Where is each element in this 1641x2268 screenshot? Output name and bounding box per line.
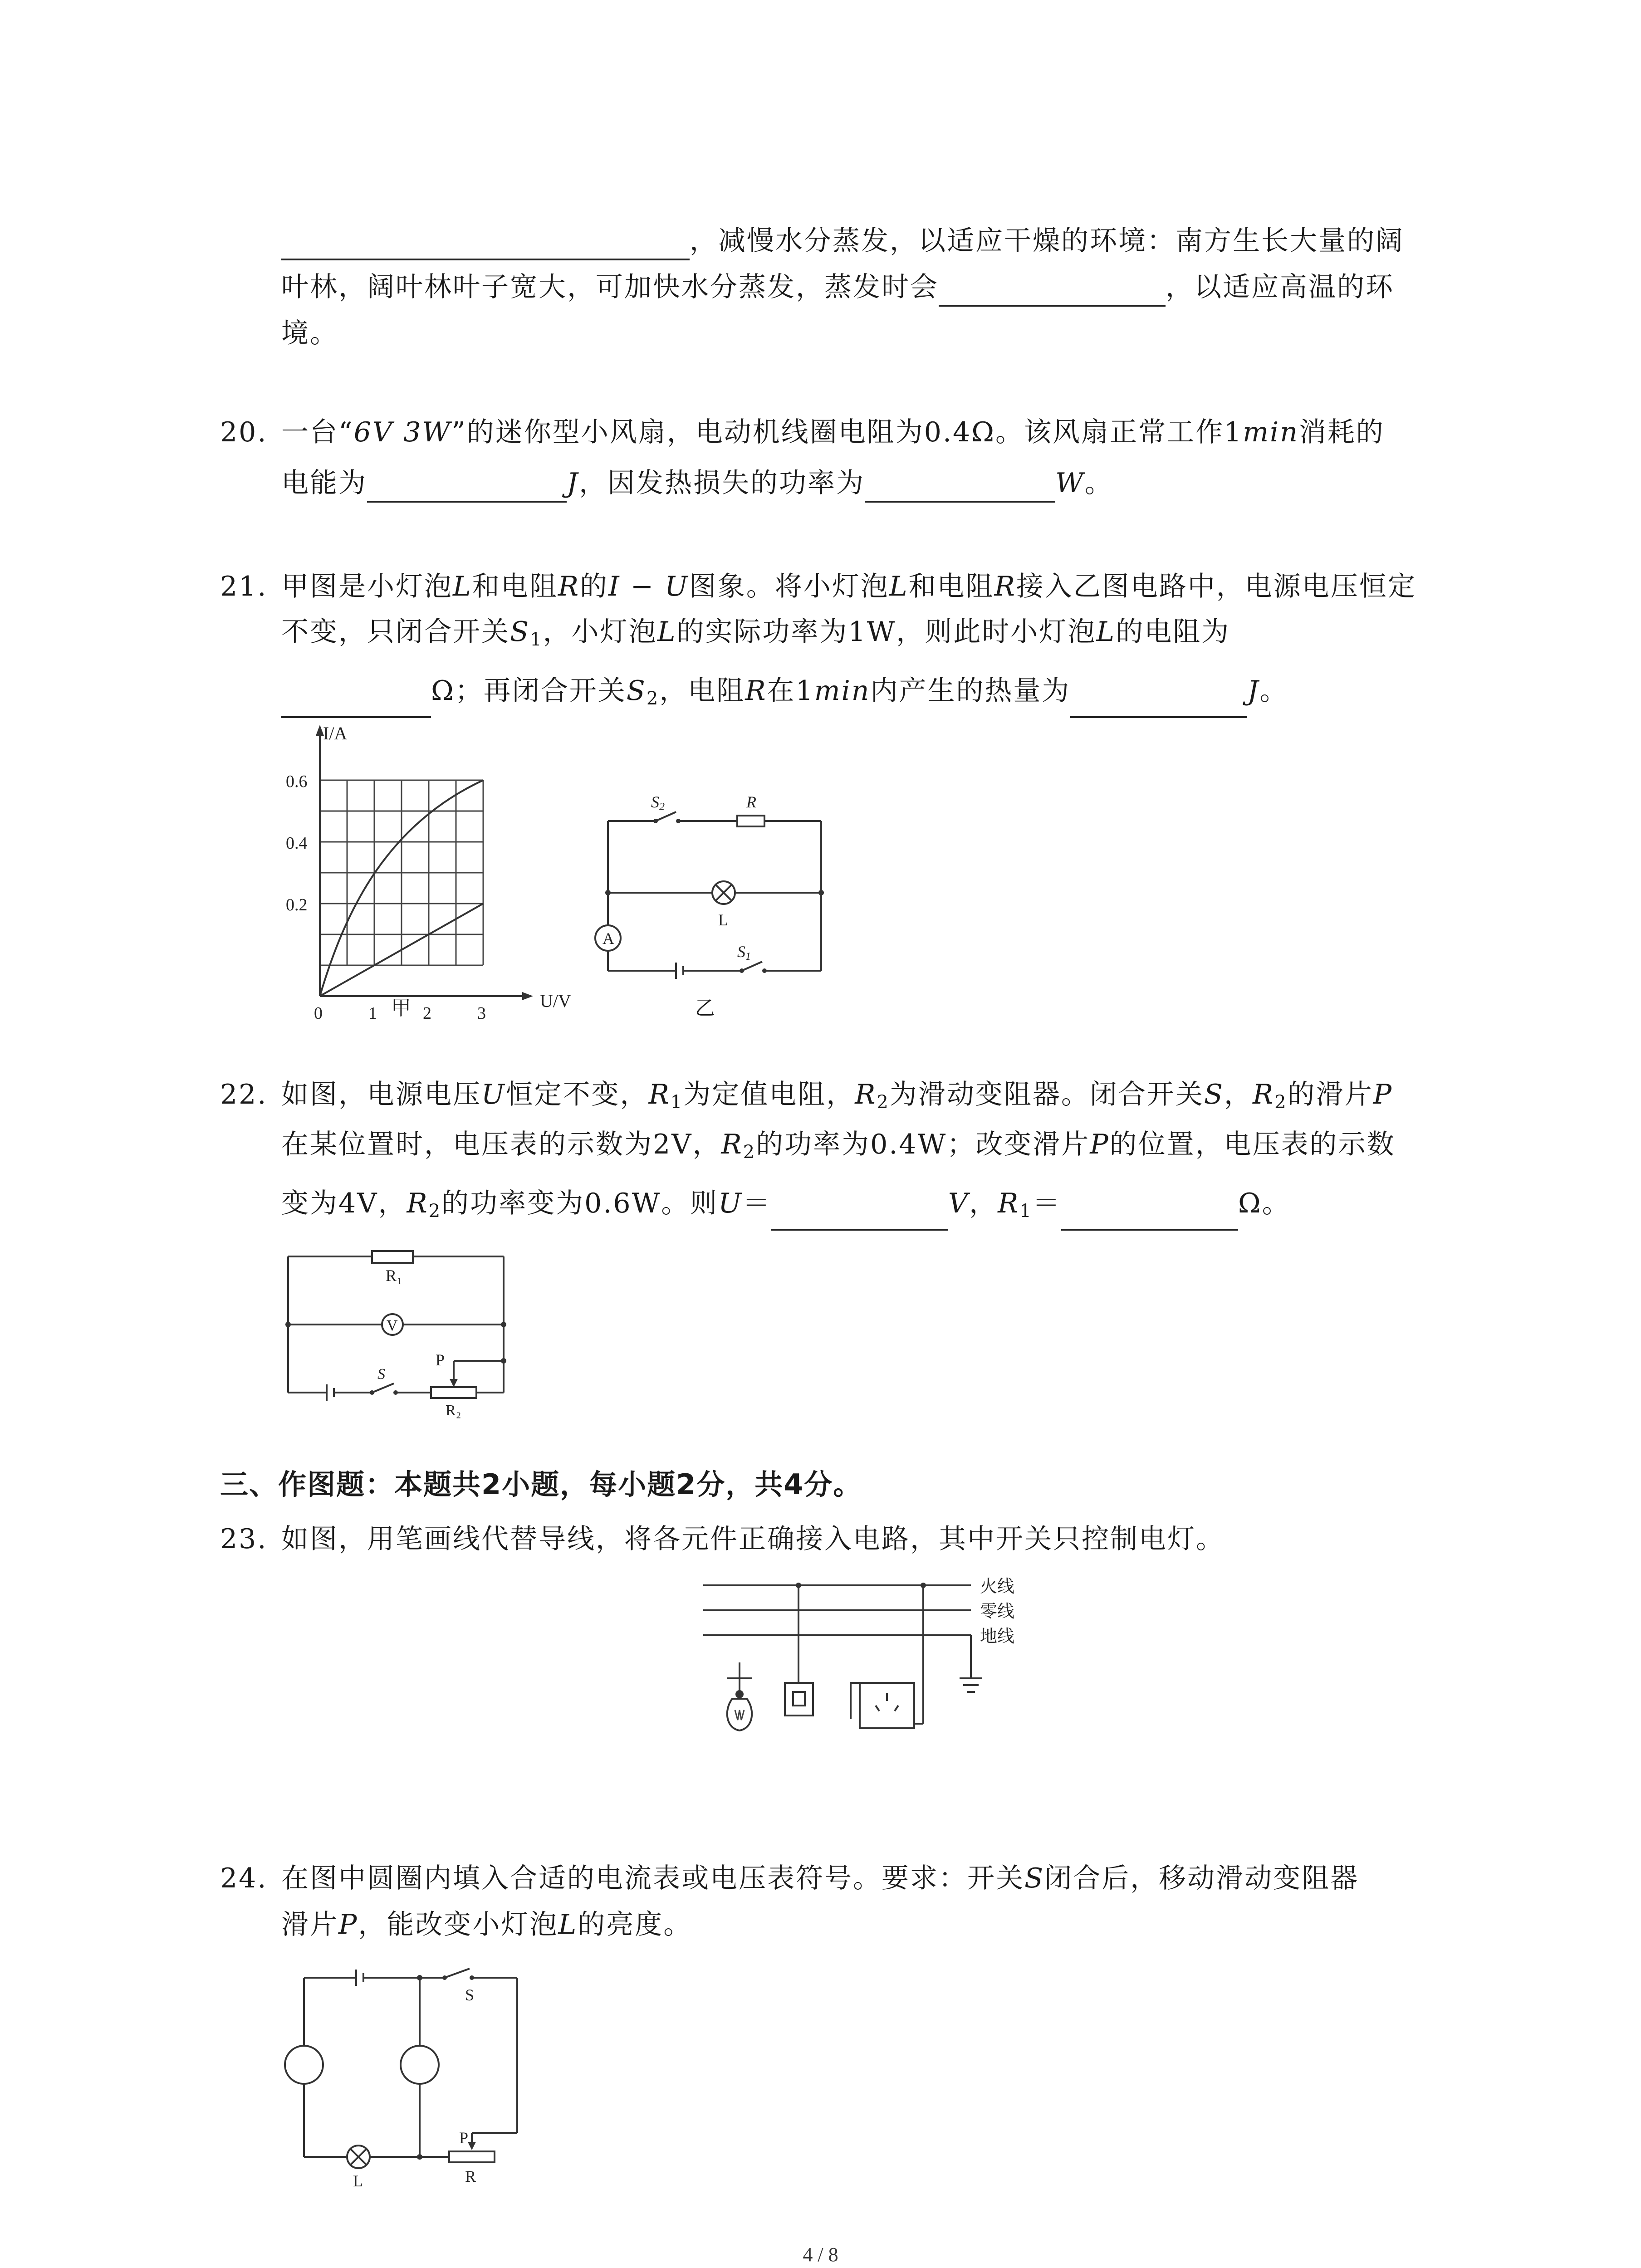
switch-s <box>372 1383 394 1393</box>
x-axis-arrow <box>522 992 533 1000</box>
switch-s <box>445 1969 470 1978</box>
q20-line-1: 一台“6V 3W”的迷你型小风扇，电动机线圈电阻为0.4Ω。该风扇正常工作1min消耗的 <box>281 416 1385 448</box>
x-tick: 0 <box>314 1004 323 1023</box>
answer-blank[interactable] <box>281 230 690 260</box>
svg-text:R: R <box>465 2167 476 2185</box>
q24-line-2: 滑片P，能改变小灯泡L的亮度。 <box>281 1909 692 1941</box>
light-bulb <box>727 1699 752 1730</box>
svg-text:L: L <box>718 911 728 929</box>
answer-blank[interactable] <box>367 473 567 503</box>
svg-text:S2: S2 <box>651 793 665 813</box>
q19-line-3: 境。 <box>281 318 338 349</box>
question-number: 24. <box>220 1862 268 1894</box>
ground-label: 地线 <box>980 1627 1015 1646</box>
y-tick: 0.2 <box>286 895 308 914</box>
svg-text:P: P <box>436 1351 445 1369</box>
svg-text:L: L <box>353 2172 363 2190</box>
wall-switch <box>785 1683 813 1716</box>
figure-caption: 甲 <box>391 997 412 1020</box>
svg-text:V: V <box>387 1317 398 1334</box>
neutral-label: 零线 <box>980 1602 1015 1621</box>
svg-text:R: R <box>746 793 756 811</box>
q21-circuit <box>567 794 848 984</box>
y-tick: 0.6 <box>286 772 308 791</box>
q22-circuit <box>281 1243 535 1419</box>
section-heading: 三、作图题：本题共2小题，每小题2分，共4分。 <box>220 1468 862 1501</box>
y-tick: 0.4 <box>286 834 308 853</box>
live-label: 火线 <box>980 1577 1015 1596</box>
switch-s1 <box>742 962 762 971</box>
meter-circle-left[interactable] <box>285 2046 323 2084</box>
q22-line-1: 如图，电源电压U恒定不变，$R_1$为定值电阻，$R_2$为滑动变阻器。闭合开关S，$R_2$的滑片P <box>281 1079 1393 1113</box>
q22-line-2: 在某位置时，电压表的示数为2V，$R_2$的功率为0.4W；改变滑片P的位置，电压表的示数 <box>281 1129 1396 1163</box>
x-tick: 1 <box>368 1004 377 1023</box>
q24-line-1: 在图中圆圈内填入合适的电流表或电压表符号。要求：开关S闭合后，移动滑动变阻器 <box>281 1862 1359 1894</box>
q22-line-3: 变为4V，$R_2$的功率变为0.6W。则U＝ V，$R_1= \Omega$。 <box>281 1184 1291 1231</box>
meter-circle-middle[interactable] <box>401 2046 439 2084</box>
switch-s2 <box>656 812 676 821</box>
q21-line-3: Ω；再闭合开关$S_2$，电阻R在1min内产生的热量为 J。 <box>281 671 1288 718</box>
answer-blank[interactable] <box>1061 1201 1238 1231</box>
svg-text:S: S <box>377 1366 385 1383</box>
answer-blank[interactable] <box>865 473 1055 503</box>
socket <box>860 1683 914 1728</box>
question-number: 20. <box>220 416 268 448</box>
svg-text:R₂: R₂ <box>446 1402 461 1419</box>
svg-text:S: S <box>465 1986 475 2004</box>
slider-p <box>468 2142 476 2150</box>
household-circuit <box>699 1574 1043 1746</box>
graph-grid <box>320 780 483 965</box>
q19-line-2: 叶林，阔叶林叶子宽大，可加快水分蒸发，蒸发时会 ，以适应高温的环 <box>281 268 1394 307</box>
svg-text:A: A <box>603 929 614 948</box>
svg-text:P: P <box>459 2129 469 2147</box>
rheostat-r2 <box>431 1387 476 1398</box>
answer-blank[interactable] <box>1070 688 1247 718</box>
x-tick: 3 <box>477 1004 486 1023</box>
x-axis-label: U/V <box>540 991 571 1011</box>
q20-line-2: 电能为 J，因发热损失的功率为 W。 <box>281 464 1113 503</box>
q21-line-2: 不变，只闭合开关$S_1$，小灯泡L的实际功率为1W，则此时小灯泡L的电阻为 <box>281 616 1230 650</box>
resistor-r1 <box>372 1251 413 1263</box>
svg-text:S1: S1 <box>737 943 751 963</box>
y-axis-label: I/A <box>323 723 348 743</box>
iu-graph <box>272 721 571 1030</box>
x-tick: 2 <box>423 1004 431 1023</box>
q24-circuit <box>281 1964 535 2190</box>
page-number: 4 / 8 <box>803 2244 838 2266</box>
q19-line-1: ，减慢水分蒸发，以适应干燥的环境：南方生长大量的阔 <box>281 221 1404 260</box>
rheostat-r <box>449 2151 495 2162</box>
question-number: 22. <box>220 1079 268 1110</box>
answer-blank[interactable] <box>281 688 431 718</box>
answer-blank[interactable] <box>771 1201 948 1231</box>
resistor-r <box>737 816 764 826</box>
question-number: 21. <box>220 571 268 602</box>
answer-blank[interactable] <box>939 277 1166 307</box>
svg-text:R₁: R₁ <box>386 1266 402 1285</box>
q21-line-1: 甲图是小灯泡L和电阻R的I − U图象。将小灯泡L和电阻R接入乙图电路中，电源电压恒定 <box>281 571 1416 602</box>
question-number: 23. <box>220 1523 268 1555</box>
q23-text: 如图，用笔画线代替导线，将各元件正确接入电路，其中开关只控制电灯。 <box>281 1523 1225 1555</box>
figure-caption: 乙 <box>695 997 716 1020</box>
